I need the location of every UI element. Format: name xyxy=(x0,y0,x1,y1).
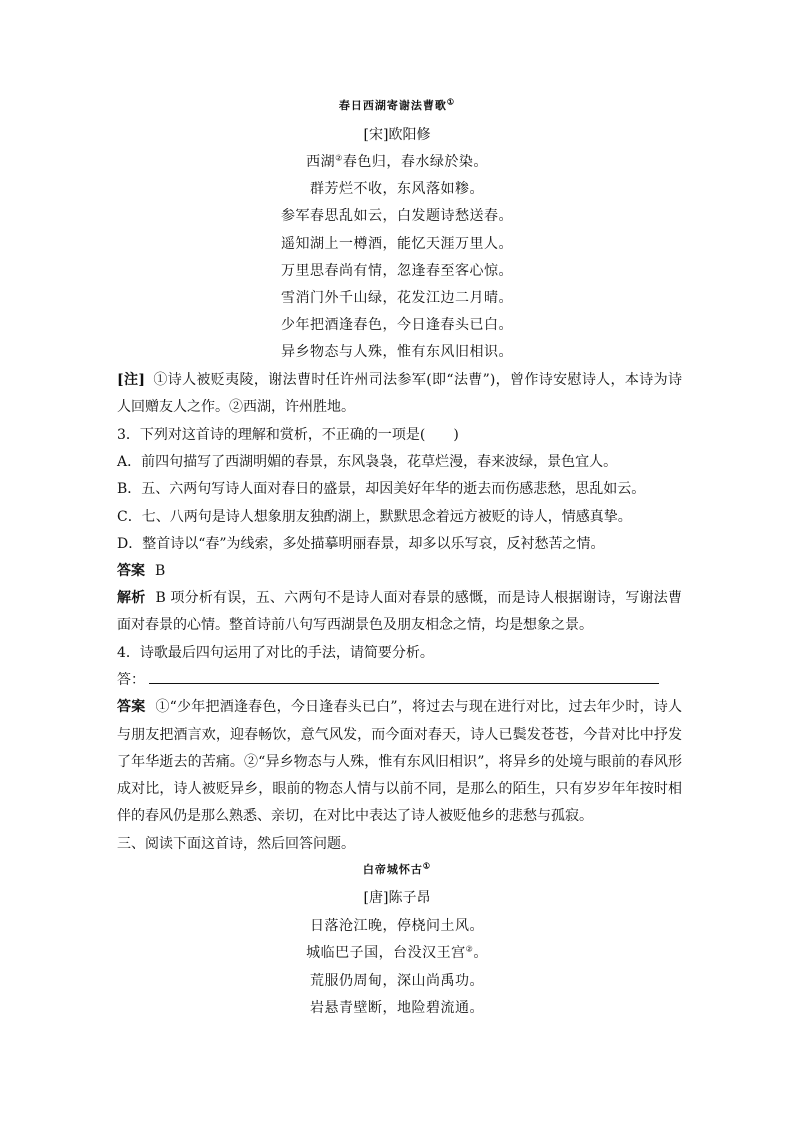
note-line: 人回赠友人之作。②西湖，许州胜地。 xyxy=(117,399,355,415)
poem2-verse: 日落沧江晚，停桡问土风。 xyxy=(310,918,484,934)
answer-4-cont: 成对比，诗人被贬异乡，眼前的物态人情与以前不同，是那么的陌生，只有岁岁年年按时相 xyxy=(117,781,682,797)
poem2-verse: 城临巴子国，台没汉王宫②。 xyxy=(306,944,488,961)
poem1-verse: 遥知湖上一樽酒，能忆天涯万里人。 xyxy=(281,236,513,252)
poem1-verse: 异乡物态与人殊，惟有东风旧相识。 xyxy=(281,344,513,360)
answer-4-cont: 了年华逝去的苦痛。②“异乡物态与人殊，惟有东风旧相识”，将异乡的处境与眼前的春风形 xyxy=(117,754,682,770)
answer-4: 答案 ①“少年把酒逢春色，今日逢春头已白”，将过去与现在进行对比，过去年少时，诗人 xyxy=(117,699,683,715)
question-3-stem: 3．下列对这首诗的理解和赏析，不正确的一项是( ) xyxy=(117,427,459,443)
poem1-title: 春日西湖寄谢法曹歌① xyxy=(338,96,456,112)
note-line: [注] ①诗人被贬夷陵，谢法曹时任许州司法参军(即“法曹”)，曾作诗安慰诗人，本诗为诗 xyxy=(117,372,682,388)
analysis-3-cont: 面对春景的心情。整首诗前八句写西湖景色及朋友相念之情，均是想象之景。 xyxy=(117,617,593,633)
poem1-verse: 参军春思乱如云，白发题诗愁送春。 xyxy=(281,208,513,224)
answer-4-cont: 伴的春风仍是那么熟悉、亲切，在对比中表达了诗人被贬他乡的悲愁与孤寂。 xyxy=(117,808,593,824)
analysis-3: 解析 B 项分析有误，五、六两句不是诗人面对春景的感慨，而是诗人根据谢诗，写谢法曹 xyxy=(117,590,682,606)
poem1-author: [宋]欧阳修 xyxy=(363,127,431,143)
question-4-stem: 4．诗歌最后四句运用了对比的手法，请简要分析。 xyxy=(117,645,434,661)
poem1-verse: 万里思春尚有情，忽逢春至客心惊。 xyxy=(281,263,513,279)
option-b: B．五、六两句写诗人面对春日的盛景，却因美好年华的逝去而伤感悲愁，思乱如云。 xyxy=(117,481,646,497)
answer-blank-line: 答： xyxy=(117,669,682,689)
poem2-verse: 岩悬青壁断，地险碧流通。 xyxy=(310,1000,484,1016)
answer-4-cont: 与朋友把酒言欢，迎春畅饮，意气风发，而今面对春天，诗人已鬓发苍苍，今昔对比中抒发 xyxy=(117,727,682,743)
poem1-verse: 群芳烂不收，东风落如糁。 xyxy=(310,181,484,197)
option-d: D．整首诗以“春”为线索，多处描摹明丽春景，却多以乐写哀，反衬愁苦之情。 xyxy=(117,536,605,552)
poem2-verse: 荒服仍周甸，深山尚禹功。 xyxy=(310,973,484,989)
poem1-verse: 少年把酒逢春色，今日逢春头已白。 xyxy=(281,317,513,333)
answer-3: 答案 B xyxy=(117,563,166,579)
option-a: A．前四句描写了西湖明媚的春景，东风袅袅，花草烂漫，春来波绿，景色宜人。 xyxy=(117,454,618,470)
poem2-author: [唐]陈子昂 xyxy=(363,890,431,906)
answer-blank[interactable] xyxy=(149,671,659,684)
section-heading: 三、阅读下面这首诗，然后回答问题。 xyxy=(117,836,355,852)
option-c: C．七、八两句是诗人想象朋友独酌湖上，默默思念着远方被贬的诗人，情感真挚。 xyxy=(117,509,632,525)
poem2-title: 白帝城怀古① xyxy=(362,860,432,876)
poem1-verse: 西湖②春色归，春水绿於染。 xyxy=(306,153,488,170)
poem1-verse: 雪消门外千山绿，花发江边二月晴。 xyxy=(281,290,513,306)
